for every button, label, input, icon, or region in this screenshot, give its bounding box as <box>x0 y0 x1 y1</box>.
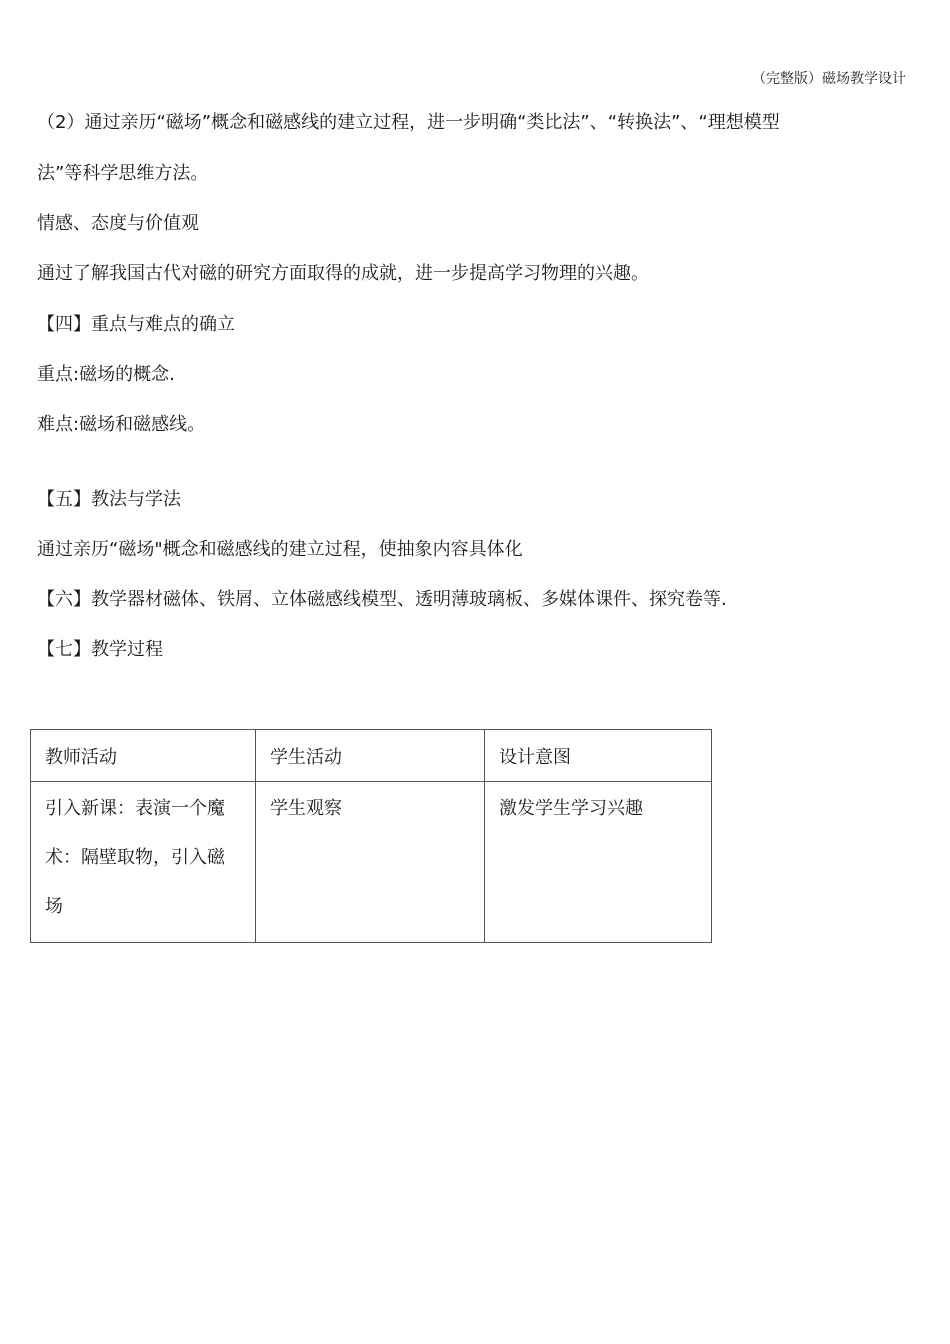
cell-design-intent: 激发学生学习兴趣 <box>485 782 712 943</box>
key-point: 重点:磁场的概念. <box>37 364 175 385</box>
teaching-process-table <box>30 729 712 943</box>
section-heading-emotion: 情感、态度与价值观 <box>37 213 199 234</box>
table-row <box>31 782 712 943</box>
teacher-activity-text: 引入新课：表演一个魔术：隔壁取物，引入磁场 <box>45 798 225 917</box>
table-header-row <box>31 730 712 782</box>
emotion-text: 通过了解我国古代对磁的研究方面取得的成就，进一步提高学习物理的兴趣。 <box>37 263 649 284</box>
header-teacher-activity: 教师活动 <box>31 730 256 782</box>
section-heading-5: 【五】教法与学法 <box>37 489 181 510</box>
section-heading-6: 【六】教学器材磁体、铁屑、立体磁感线模型、透明薄玻璃板、多媒体课件、探究卷等. <box>37 589 727 610</box>
objective-line-2: 法”等科学思维方法。 <box>37 163 209 184</box>
method-text: 通过亲历“磁场"概念和磁感线的建立过程，使抽象内容具体化 <box>37 539 523 560</box>
difficult-point: 难点:磁场和磁感线。 <box>37 414 206 435</box>
section-heading-7: 【七】教学过程 <box>37 639 163 660</box>
cell-student-activity: 学生观察 <box>256 782 485 943</box>
document-header: （完整版）磁场教学设计 <box>752 71 906 87</box>
header-student-activity: 学生活动 <box>256 730 485 782</box>
objective-line-1: （2）通过亲历“磁场”概念和磁感线的建立过程，进一步明确“类比法”、“转换法”、“理想模型 <box>37 112 780 133</box>
section-heading-4: 【四】重点与难点的确立 <box>37 314 235 335</box>
header-design-intent: 设计意图 <box>485 730 712 782</box>
cell-teacher-activity <box>31 782 256 943</box>
